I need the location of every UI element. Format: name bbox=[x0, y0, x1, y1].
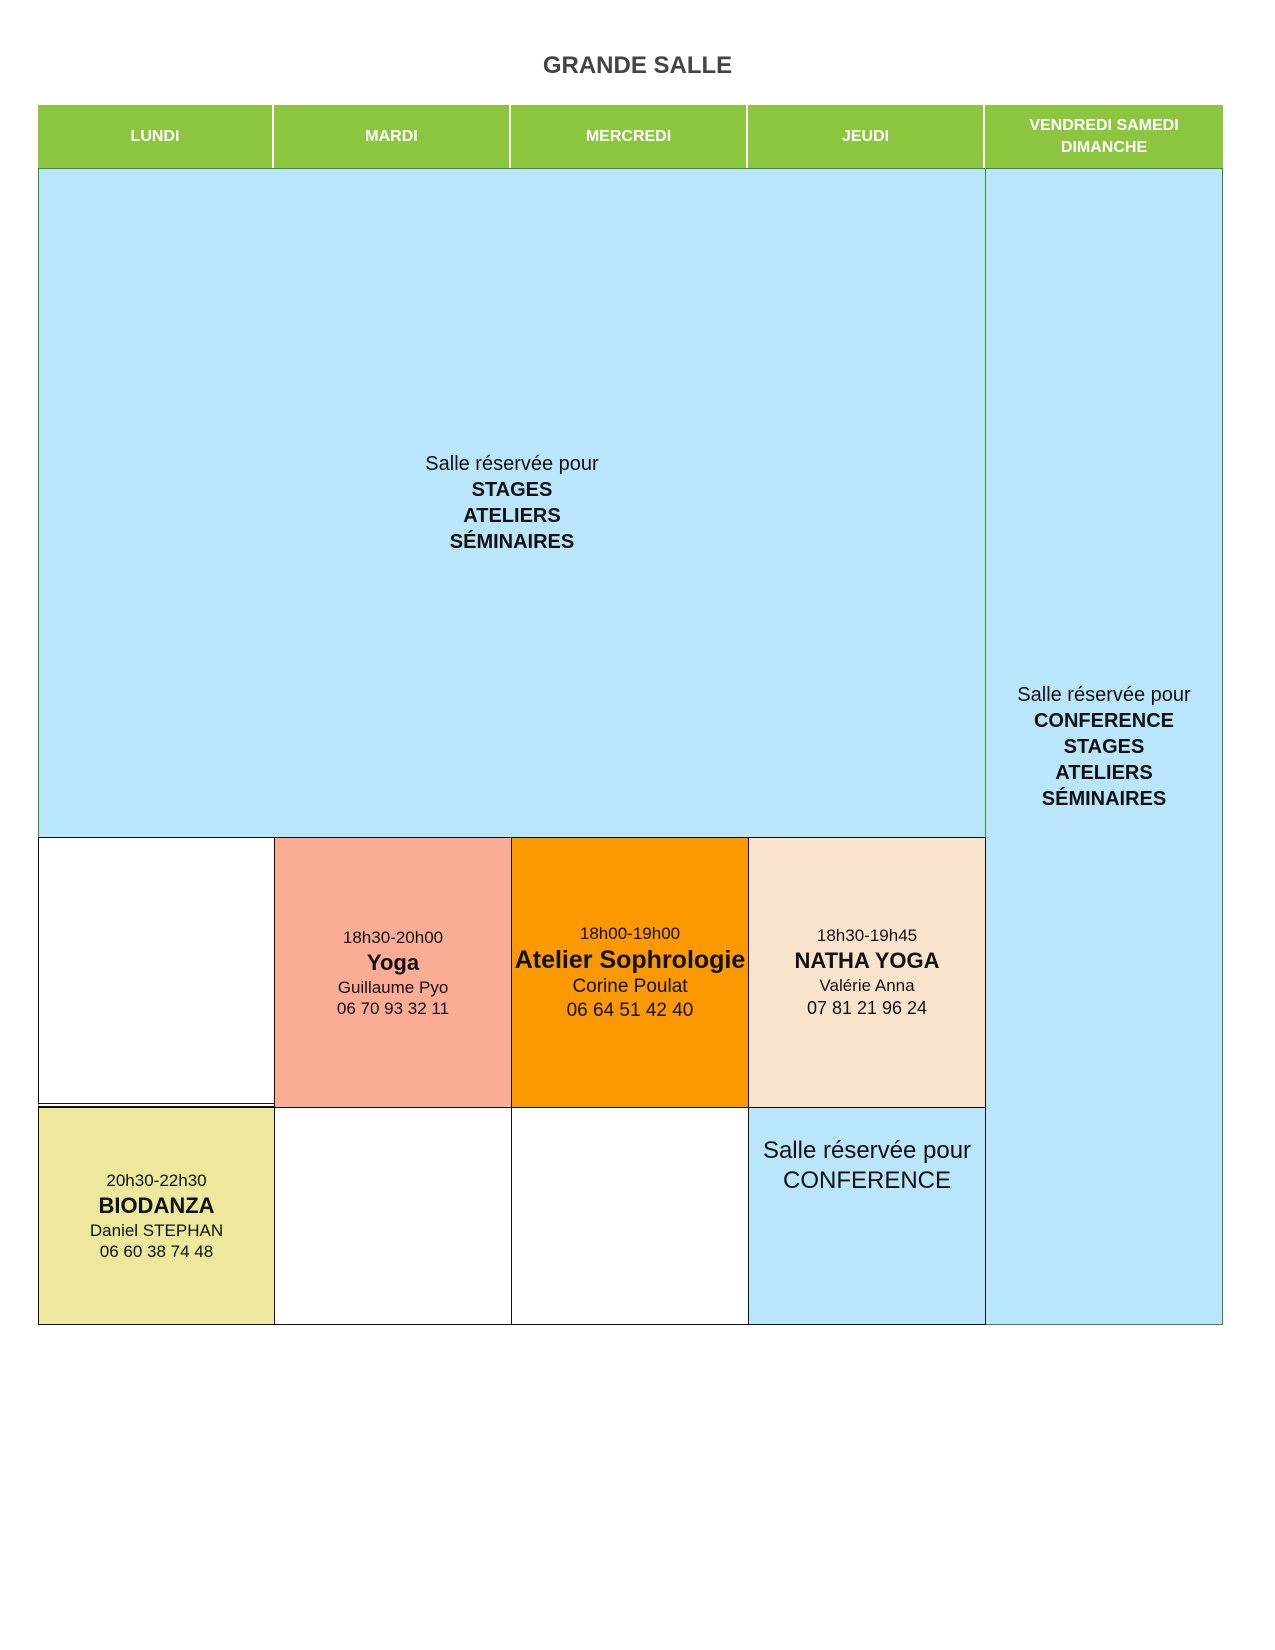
sophrologie-teacher: Corine Poulat bbox=[572, 975, 688, 997]
reserved-weekend-block bbox=[985, 168, 1223, 1325]
lundi-empty-slot bbox=[38, 837, 275, 1107]
reserved-item-ateliers: ATELIERS bbox=[463, 505, 561, 527]
yoga-teacher: Guillaume Pyo bbox=[337, 977, 449, 997]
page-title: GRANDE SALLE bbox=[542, 52, 733, 79]
weekend-item-ateliers: ATELIERS bbox=[1055, 761, 1153, 784]
sophrologie-time: 18h00-19h00 bbox=[579, 923, 681, 943]
sophrologie-activity: Atelier Sophrologie bbox=[514, 945, 746, 974]
header-mardi: MARDI bbox=[274, 105, 511, 169]
header-jeudi: JEUDI bbox=[748, 105, 985, 169]
mercredi-empty-slot bbox=[511, 1107, 749, 1325]
conference-jeudi-intro: Salle réservée pour bbox=[762, 1137, 972, 1164]
biodanza-time: 20h30-22h30 bbox=[106, 1171, 207, 1190]
biodanza-phone: 06 60 38 74 48 bbox=[99, 1242, 214, 1261]
sophrologie-phone: 06 64 51 42 40 bbox=[566, 999, 694, 1021]
sophrologie-slot bbox=[511, 837, 749, 1108]
natha-yoga-phone: 07 81 21 96 24 bbox=[806, 998, 928, 1018]
reserved-weekdays-block bbox=[38, 168, 986, 838]
yoga-slot bbox=[274, 837, 512, 1108]
weekend-item-conference: CONFERENCE bbox=[1033, 709, 1174, 732]
reserved-item-seminaires: SÉMINAIRES bbox=[449, 531, 575, 553]
conference-jeudi-label: CONFERENCE bbox=[782, 1167, 951, 1194]
header-lundi: LUNDI bbox=[38, 105, 274, 169]
biodanza-activity: BIODANZA bbox=[98, 1193, 215, 1218]
yoga-time: 18h30-20h00 bbox=[342, 927, 444, 947]
biodanza-slot bbox=[38, 1107, 275, 1325]
weekend-item-stages: STAGES bbox=[1063, 735, 1145, 758]
biodanza-teacher: Daniel STEPHAN bbox=[89, 1221, 224, 1240]
conference-jeudi-slot bbox=[748, 1107, 986, 1325]
header-weekend bbox=[985, 105, 1223, 169]
header-weekend-line1: VENDREDI SAMEDI bbox=[1029, 117, 1179, 134]
header-mercredi: MERCREDI bbox=[511, 105, 748, 169]
mardi-empty-slot bbox=[274, 1107, 512, 1325]
weekend-reserved-intro: Salle réservée pour bbox=[1017, 683, 1191, 706]
reserved-intro: Salle réservée pour bbox=[425, 453, 599, 475]
natha-yoga-teacher: Valérie Anna bbox=[819, 976, 915, 995]
header-weekend-line2: DIMANCHE bbox=[1060, 139, 1148, 156]
reserved-item-stages: STAGES bbox=[471, 479, 553, 501]
yoga-phone: 06 70 93 32 11 bbox=[336, 998, 450, 1018]
natha-yoga-activity: NATHA YOGA bbox=[794, 948, 940, 973]
yoga-activity: Yoga bbox=[366, 949, 420, 975]
natha-yoga-slot bbox=[748, 837, 986, 1108]
natha-yoga-time: 18h30-19h45 bbox=[816, 926, 918, 945]
weekend-item-seminaires: SÉMINAIRES bbox=[1041, 787, 1167, 810]
